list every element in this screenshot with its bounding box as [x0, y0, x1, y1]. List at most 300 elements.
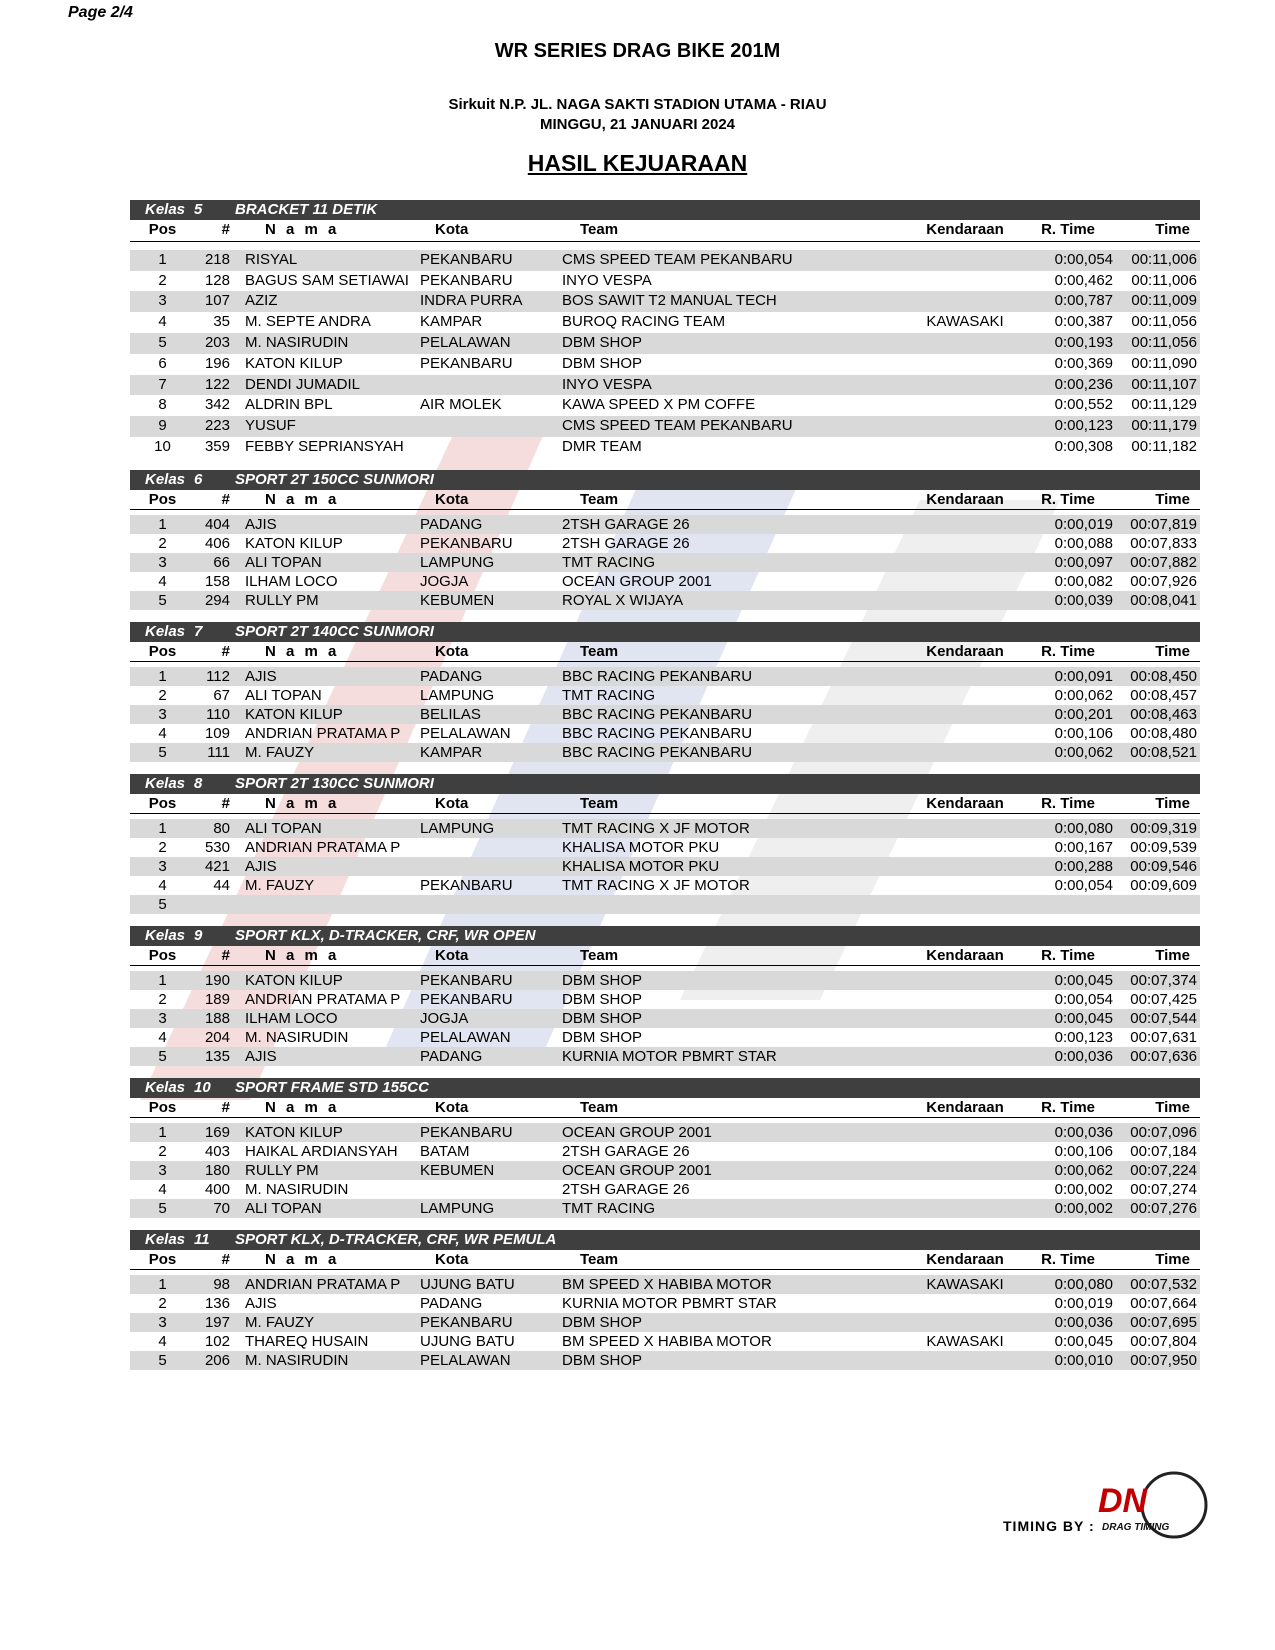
cell-nama: RULLY PM [245, 1161, 319, 1179]
cell-kota: PELALAWAN [420, 724, 511, 742]
column-header-nama: N a m a [265, 794, 340, 812]
class-label: Kelas [145, 470, 186, 488]
cell-no: 169 [204, 1123, 230, 1141]
column-header-nama: N a m a [265, 946, 340, 964]
cell-pos: 4 [158, 313, 167, 331]
cell-pos: 5 [158, 895, 167, 913]
class-label: Kelas [145, 201, 186, 218]
table-row [130, 686, 1200, 705]
cell-kota: PELALAWAN [420, 1028, 511, 1046]
cell-team: BBC RACING PEKANBARU [562, 705, 753, 723]
cell-rtime: 0:00,167 [1054, 838, 1113, 856]
class-title-bar [130, 1230, 1200, 1250]
class-name: SPORT KLX, D-TRACKER, CRF, WR PEMULA [235, 1230, 557, 1248]
table-row [130, 437, 1200, 458]
cell-kota: KEBUMEN [420, 1161, 495, 1179]
class-name: SPORT 2T 150CC SUNMORI [235, 470, 434, 488]
table-row [130, 667, 1200, 686]
column-header-kendaraan: Kendaraan [926, 1098, 1004, 1116]
cell-nama: KATON KILUP [245, 1123, 343, 1141]
cell-rtime: 0:00,787 [1054, 292, 1113, 310]
cell-no: 107 [204, 292, 230, 310]
class-number: 9 [194, 926, 203, 944]
cell-no: 80 [213, 819, 230, 837]
cell-no: 67 [213, 686, 230, 704]
column-header-no: # [221, 1250, 230, 1268]
cell-nama: FEBBY SEPRIANSYAH [245, 437, 404, 455]
cell-pos: 9 [158, 417, 167, 435]
cell-no: 197 [204, 1313, 230, 1331]
cell-team: TMT RACING [562, 1199, 656, 1217]
cell-team: KAWA SPEED X PM COFFE [562, 396, 756, 414]
column-header-kendaraan: Kendaraan [926, 1250, 1004, 1268]
cell-pos: 2 [158, 990, 167, 1008]
table-row [130, 515, 1200, 534]
column-header-time: Time [1155, 642, 1190, 660]
column-header-time: Time [1155, 794, 1190, 812]
table-row [130, 312, 1200, 333]
table-row [130, 990, 1200, 1009]
cell-team: TMT RACING X JF MOTOR [562, 819, 750, 837]
cell-time: 00:07,544 [1130, 1009, 1197, 1027]
cell-no: 206 [204, 1351, 230, 1369]
class-title-bar [130, 622, 1200, 642]
column-header-kota: Kota [435, 221, 469, 238]
cell-pos: 2 [158, 838, 167, 856]
cell-nama: HAIKAL ARDIANSYAH [245, 1142, 398, 1160]
column-header-team: Team [580, 946, 619, 964]
cell-pos: 4 [158, 1180, 167, 1198]
cell-pos: 5 [158, 1047, 167, 1065]
column-header-time: Time [1155, 1098, 1190, 1116]
cell-team: 2TSH GARAGE 26 [562, 1180, 690, 1198]
cell-rtime: 0:00,097 [1054, 553, 1113, 571]
cell-rtime: 0:00,080 [1054, 819, 1113, 837]
cell-no: 70 [213, 1199, 230, 1217]
cell-team: BUROQ RACING TEAM [562, 313, 726, 331]
class-label: Kelas [145, 622, 186, 640]
cell-kota: LAMPUNG [420, 553, 495, 571]
column-header-pos: Pos [148, 1098, 177, 1116]
column-header-pos: Pos [148, 794, 177, 812]
cell-rtime: 0:00,106 [1054, 724, 1113, 742]
column-header-team: Team [580, 642, 619, 660]
table-row [130, 1199, 1200, 1218]
class-section [130, 1230, 1200, 1370]
column-header-pos: Pos [148, 490, 177, 508]
table-row [130, 291, 1200, 312]
column-header-kendaraan: Kendaraan [926, 946, 1004, 964]
class-label: Kelas [145, 1078, 186, 1096]
cell-kota: AIR MOLEK [420, 396, 502, 414]
column-header-no: # [221, 490, 230, 508]
class-name: BRACKET 11 DETIK [235, 201, 378, 218]
cell-team: BOS SAWIT T2 MANUAL TECH [562, 292, 777, 310]
class-name: SPORT 2T 130CC SUNMORI [235, 774, 434, 792]
cell-team: TMT RACING [562, 686, 656, 704]
cell-no: 136 [204, 1294, 230, 1312]
column-header-rtime: R. Time [1041, 794, 1095, 812]
column-header-kendaraan: Kendaraan [926, 642, 1004, 660]
cell-pos: 4 [158, 724, 167, 742]
cell-pos: 5 [158, 591, 167, 609]
cell-kota: PADANG [420, 1294, 483, 1312]
cell-pos: 4 [158, 1332, 167, 1350]
table-header [130, 946, 1200, 966]
table-row [130, 838, 1200, 857]
column-header-kota: Kota [435, 946, 469, 964]
cell-pos: 3 [158, 553, 167, 571]
cell-time: 00:11,056 [1131, 313, 1197, 331]
column-header-nama: N a m a [265, 490, 340, 508]
cell-no: 44 [213, 876, 230, 894]
cell-time: 00:07,882 [1130, 553, 1197, 571]
cell-kota: JOGJA [420, 572, 469, 590]
cell-team: DBM SHOP [562, 1351, 643, 1369]
cell-time: 00:11,009 [1131, 292, 1197, 310]
cell-team: KHALISA MOTOR PKU [562, 857, 720, 875]
cell-nama: ALI TOPAN [245, 686, 322, 704]
cell-time: 00:08,457 [1130, 686, 1197, 704]
venue: Sirkuit N.P. JL. NAGA SAKTI STADION UTAMA - RIAU [448, 96, 827, 113]
cell-time: 00:07,695 [1130, 1313, 1197, 1331]
cell-rtime: 0:00,045 [1054, 1009, 1113, 1027]
cell-rtime: 0:00,123 [1054, 417, 1113, 435]
table-row [130, 743, 1200, 762]
table-header [130, 490, 1200, 510]
cell-no: 400 [204, 1180, 230, 1198]
cell-kota: PADANG [420, 515, 483, 533]
class-number: 11 [194, 1230, 210, 1248]
cell-time: 00:11,006 [1131, 250, 1197, 268]
cell-pos: 1 [158, 819, 167, 837]
cell-nama: ANDRIAN PRATAMA P [245, 990, 401, 1008]
cell-rtime: 0:00,036 [1054, 1313, 1113, 1331]
column-header-kota: Kota [435, 1250, 469, 1268]
cell-no: 122 [204, 375, 230, 393]
cell-rtime: 0:00,123 [1054, 1028, 1113, 1046]
cell-rtime: 0:00,054 [1054, 876, 1113, 894]
cell-team: INYO VESPA [562, 271, 652, 289]
table-row [130, 591, 1200, 610]
cell-team: CMS SPEED TEAM PEKANBARU [562, 417, 793, 435]
cell-time: 00:08,463 [1130, 705, 1197, 723]
cell-rtime: 0:00,036 [1054, 1047, 1113, 1065]
cell-time: 00:07,374 [1130, 971, 1197, 989]
cell-kota: UJUNG BATU [420, 1275, 515, 1293]
cell-time: 00:07,276 [1130, 1199, 1197, 1217]
cell-pos: 3 [158, 1009, 167, 1027]
cell-rtime: 0:00,236 [1054, 375, 1113, 393]
class-name: SPORT KLX, D-TRACKER, CRF, WR OPEN [235, 926, 536, 944]
class-number: 7 [194, 622, 203, 640]
results-tables [130, 200, 1200, 1382]
cell-nama: AZIZ [245, 292, 278, 310]
cell-kota: PELALAWAN [420, 1351, 511, 1369]
cell-nama: M. NASIRUDIN [245, 333, 349, 351]
cell-pos: 1 [158, 971, 167, 989]
cell-kota: LAMPUNG [420, 819, 495, 837]
cell-kota: PEKANBARU [420, 271, 513, 289]
class-section [130, 774, 1200, 914]
cell-team: OCEAN GROUP 2001 [562, 572, 712, 590]
cell-team: TMT RACING [562, 553, 656, 571]
cell-time: 00:09,609 [1130, 876, 1197, 894]
cell-no: 110 [206, 705, 230, 723]
column-header-time: Time [1155, 221, 1190, 238]
cell-nama: AJIS [245, 1047, 277, 1065]
cell-kota: KAMPAR [420, 313, 483, 331]
class-section [130, 1078, 1200, 1218]
column-header-kota: Kota [435, 1098, 469, 1116]
cell-rtime: 0:00,201 [1054, 705, 1113, 723]
cell-kota: LAMPUNG [420, 686, 495, 704]
table-row [130, 375, 1200, 396]
table-row [130, 534, 1200, 553]
cell-pos: 7 [158, 375, 167, 393]
class-number: 10 [194, 1078, 211, 1096]
cell-no: 109 [204, 724, 230, 742]
cell-pos: 10 [154, 437, 171, 455]
cell-rtime: 0:00,106 [1054, 1142, 1113, 1160]
table-row [130, 271, 1200, 292]
class-label: Kelas [145, 1230, 186, 1248]
table-row [130, 1294, 1200, 1313]
cell-time: 00:07,425 [1130, 990, 1197, 1008]
event-date: MINGGU, 21 JANUARI 2024 [539, 116, 736, 133]
cell-pos: 5 [158, 1351, 167, 1369]
cell-nama: M. FAUZY [245, 1313, 315, 1331]
column-header-pos: Pos [148, 946, 177, 964]
cell-nama: M. NASIRUDIN [245, 1180, 349, 1198]
cell-pos: 3 [158, 857, 167, 875]
cell-kota: JOGJA [420, 1009, 469, 1027]
cell-nama: KATON KILUP [245, 534, 343, 552]
table-row [130, 1142, 1200, 1161]
cell-team: BBC RACING PEKANBARU [562, 667, 753, 685]
table-row [130, 705, 1200, 724]
table-row [130, 857, 1200, 876]
cell-no: 530 [204, 838, 230, 856]
cell-pos: 6 [158, 354, 167, 372]
table-row [130, 333, 1200, 354]
class-section [130, 470, 1200, 610]
cell-rtime: 0:00,091 [1054, 667, 1113, 685]
column-header-nama: N a m a [265, 642, 340, 660]
table-row [130, 1028, 1200, 1047]
class-title-bar [130, 774, 1200, 794]
cell-no: 180 [204, 1161, 230, 1179]
cell-team: DBM SHOP [562, 333, 643, 351]
cell-team: BM SPEED X HABIBA MOTOR [562, 1332, 772, 1350]
cell-nama: YUSUF [245, 417, 296, 435]
column-header-pos: Pos [148, 1250, 177, 1268]
class-number: 5 [194, 201, 203, 218]
class-title-bar [130, 1078, 1200, 1098]
svg-text:DN: DN [1098, 1482, 1148, 1520]
event-title: WR SERIES DRAG BIKE 201M [494, 40, 781, 62]
column-header-rtime: R. Time [1041, 221, 1095, 238]
cell-time: 00:07,184 [1130, 1142, 1197, 1160]
column-header-rtime: R. Time [1041, 490, 1095, 508]
class-section [130, 926, 1200, 1066]
cell-no: 35 [213, 313, 230, 331]
cell-nama: M. NASIRUDIN [245, 1028, 349, 1046]
column-header-kota: Kota [435, 794, 469, 812]
cell-rtime: 0:00,019 [1054, 1294, 1113, 1312]
cell-team: INYO VESPA [562, 375, 652, 393]
cell-time: 00:11,006 [1131, 271, 1197, 289]
cell-kota: PEKANBARU [420, 876, 513, 894]
cell-rtime: 0:00,552 [1054, 396, 1113, 414]
cell-kota: PEKANBARU [420, 990, 513, 1008]
cell-no: 98 [213, 1275, 230, 1293]
cell-team: DBM SHOP [562, 1028, 643, 1046]
cell-rtime: 0:00,019 [1054, 515, 1113, 533]
cell-team: KHALISA MOTOR PKU [562, 838, 720, 856]
column-header-no: # [221, 794, 230, 812]
column-header-time: Time [1155, 1250, 1190, 1268]
column-header-no: # [221, 221, 230, 238]
cell-pos: 2 [158, 271, 167, 289]
cell-no: 112 [206, 667, 230, 685]
cell-nama: M. FAUZY [245, 743, 315, 761]
cell-nama: RISYAL [245, 250, 298, 268]
cell-time: 00:07,833 [1130, 534, 1197, 552]
cell-team: DMR TEAM [562, 437, 642, 455]
table-row [130, 354, 1200, 375]
cell-rtime: 0:00,062 [1054, 743, 1113, 761]
cell-time: 00:07,664 [1130, 1294, 1197, 1312]
cell-team: ROYAL X WIJAYA [562, 591, 684, 609]
table-row [130, 895, 1200, 914]
cell-no: 404 [204, 515, 230, 533]
cell-time: 00:07,819 [1130, 515, 1197, 533]
cell-team: BM SPEED X HABIBA MOTOR [562, 1275, 772, 1293]
cell-nama: ALI TOPAN [245, 819, 322, 837]
cell-time: 00:07,532 [1130, 1275, 1197, 1293]
cell-nama: M. FAUZY [245, 876, 315, 894]
cell-team: DBM SHOP [562, 1313, 643, 1331]
cell-no: 218 [204, 250, 230, 268]
timing-label: TIMING BY : [1003, 1518, 1095, 1534]
cell-kota: PEKANBARU [420, 971, 513, 989]
cell-kota: KAMPAR [420, 743, 483, 761]
column-header-team: Team [580, 1250, 619, 1268]
class-label: Kelas [145, 774, 186, 792]
cell-rtime: 0:00,010 [1054, 1351, 1113, 1369]
cell-rtime: 0:00,193 [1054, 333, 1113, 351]
cell-pos: 5 [158, 1199, 167, 1217]
cell-pos: 4 [158, 1028, 167, 1046]
column-header-kendaraan: Kendaraan [926, 794, 1004, 812]
cell-pos: 2 [158, 534, 167, 552]
class-section [130, 622, 1200, 762]
cell-kota: PADANG [420, 1047, 483, 1065]
cell-nama: BAGUS SAM SETIAWAI [245, 271, 409, 289]
table-row [130, 1047, 1200, 1066]
cell-time: 00:07,096 [1130, 1123, 1197, 1141]
class-title-bar [130, 926, 1200, 946]
table-row [130, 1123, 1200, 1142]
cell-kota: BELILAS [420, 705, 481, 723]
cell-rtime: 0:00,002 [1054, 1199, 1113, 1217]
cell-rtime: 0:00,462 [1054, 271, 1113, 289]
column-header-nama: N a m a [265, 221, 340, 238]
cell-rtime: 0:00,288 [1054, 857, 1113, 875]
cell-kota: KEBUMEN [420, 591, 495, 609]
cell-rtime: 0:00,062 [1054, 1161, 1113, 1179]
cell-rtime: 0:00,387 [1054, 313, 1113, 331]
cell-pos: 3 [158, 292, 167, 310]
cell-no: 111 [207, 743, 230, 761]
cell-team: 2TSH GARAGE 26 [562, 534, 690, 552]
table-row [130, 1180, 1200, 1199]
column-header-no: # [221, 1098, 230, 1116]
cell-no: 188 [204, 1009, 230, 1027]
cell-pos: 4 [158, 572, 167, 590]
table-header [130, 642, 1200, 662]
table-row [130, 1275, 1200, 1294]
cell-kendaraan: KAWASAKI [926, 1275, 1004, 1293]
cell-team: CMS SPEED TEAM PEKANBARU [562, 250, 793, 268]
column-header-kota: Kota [435, 642, 469, 660]
table-row [130, 416, 1200, 437]
column-header-kendaraan: Kendaraan [926, 221, 1004, 238]
cell-rtime: 0:00,036 [1054, 1123, 1113, 1141]
column-header-no: # [221, 946, 230, 964]
cell-kota: UJUNG BATU [420, 1332, 515, 1350]
class-title-bar [130, 470, 1200, 490]
table-row [130, 724, 1200, 743]
cell-rtime: 0:00,088 [1054, 534, 1113, 552]
column-header-rtime: R. Time [1041, 1098, 1095, 1116]
cell-no: 190 [204, 971, 230, 989]
column-header-kendaraan: Kendaraan [926, 490, 1004, 508]
cell-time: 00:11,090 [1131, 354, 1197, 372]
cell-pos: 1 [158, 1275, 167, 1293]
cell-nama: M. NASIRUDIN [245, 1351, 349, 1369]
cell-no: 406 [204, 534, 230, 552]
column-header-kota: Kota [435, 490, 469, 508]
class-name: SPORT FRAME STD 155CC [235, 1078, 429, 1096]
cell-rtime: 0:00,308 [1054, 437, 1113, 455]
page-number: Page 2/4 [68, 4, 133, 21]
cell-time: 00:11,129 [1131, 396, 1197, 414]
cell-rtime: 0:00,054 [1054, 250, 1113, 268]
cell-nama: ALDRIN BPL [245, 396, 333, 414]
table-header [130, 1250, 1200, 1270]
cell-pos: 8 [158, 396, 167, 414]
cell-pos: 1 [158, 515, 167, 533]
cell-team: 2TSH GARAGE 26 [562, 515, 690, 533]
cell-pos: 3 [158, 1161, 167, 1179]
column-header-rtime: R. Time [1041, 1250, 1095, 1268]
table-header [130, 1098, 1200, 1118]
cell-time: 00:07,631 [1130, 1028, 1197, 1046]
cell-kendaraan: KAWASAKI [926, 313, 1004, 331]
cell-kota: BATAM [420, 1142, 470, 1160]
cell-rtime: 0:00,062 [1054, 686, 1113, 704]
cell-time: 00:09,319 [1130, 819, 1197, 837]
cell-nama: ANDRIAN PRATAMA P [245, 838, 401, 856]
cell-no: 204 [204, 1028, 230, 1046]
column-header-nama: N a m a [265, 1250, 340, 1268]
cell-nama: AJIS [245, 515, 277, 533]
cell-no: 342 [204, 396, 230, 414]
cell-time: 00:08,521 [1130, 743, 1197, 761]
cell-pos: 3 [158, 1313, 167, 1331]
